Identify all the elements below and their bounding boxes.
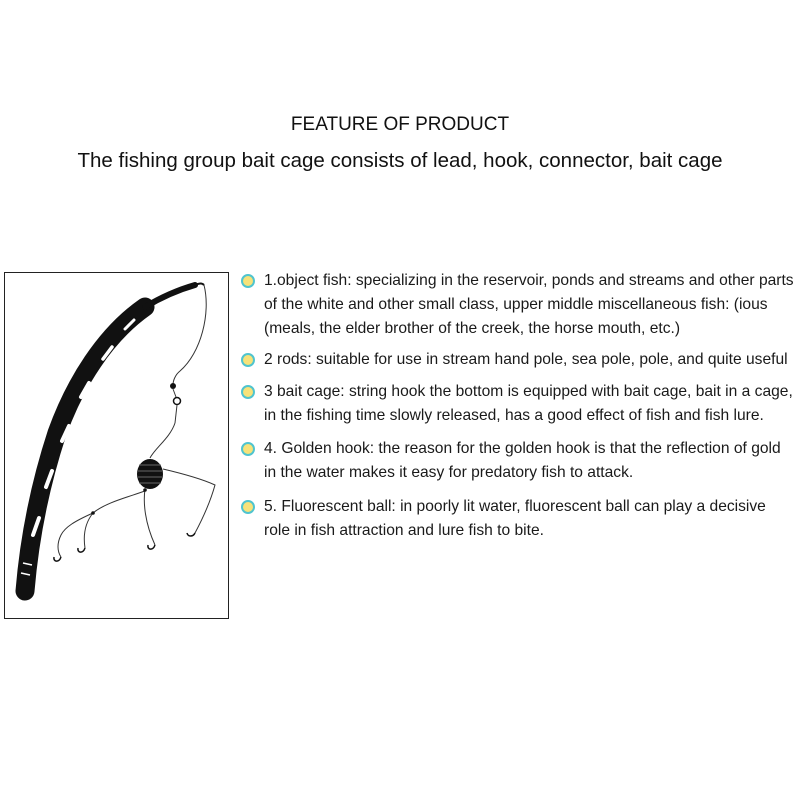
feature-text: 4. Golden hook: the reason for the golden hook is that the reflection of gold in the water makes it easy for predatory fish to attack. — [264, 440, 781, 481]
page-title: FEATURE OF PRODUCT — [290, 114, 510, 135]
list-item — [240, 348, 796, 372]
circle-bullet-icon — [241, 353, 255, 367]
circle-bullet-icon — [241, 442, 255, 456]
circle-bullet-icon — [241, 500, 255, 514]
feature-text: 1.object fish: specializing in the reservoir, ponds and streams and other parts of the white and other small class, upper middle miscellaneous fish: (ious (meals, the elder brother of the creek, the horse mouth, etc.) — [264, 272, 794, 337]
list-item — [240, 269, 796, 341]
list-item — [240, 495, 796, 543]
feature-text: 3 bait cage: string hook the bottom is equipped with bait cage, bait in a cage, in the fishing time slowly released, has a good effect of fish and fish lure. — [264, 383, 793, 424]
circle-bullet-icon — [241, 274, 255, 288]
page-subtitle: The fishing group bait cage consists of lead, hook, connector, bait cage — [77, 149, 723, 172]
list-item — [240, 437, 796, 485]
fishing-rod-with-bait-cage-rig-icon — [5, 273, 227, 617]
feature-text: 5. Fluorescent ball: in poorly lit water, fluorescent ball can play a decisive role in fish attraction and lure fish to bite. — [264, 498, 766, 539]
feature-list — [240, 269, 796, 550]
list-item — [240, 380, 796, 428]
circle-bullet-icon — [241, 385, 255, 399]
feature-text: 2 rods: suitable for use in stream hand pole, sea pole, pole, and quite useful — [264, 351, 788, 368]
product-illustration — [4, 272, 229, 619]
